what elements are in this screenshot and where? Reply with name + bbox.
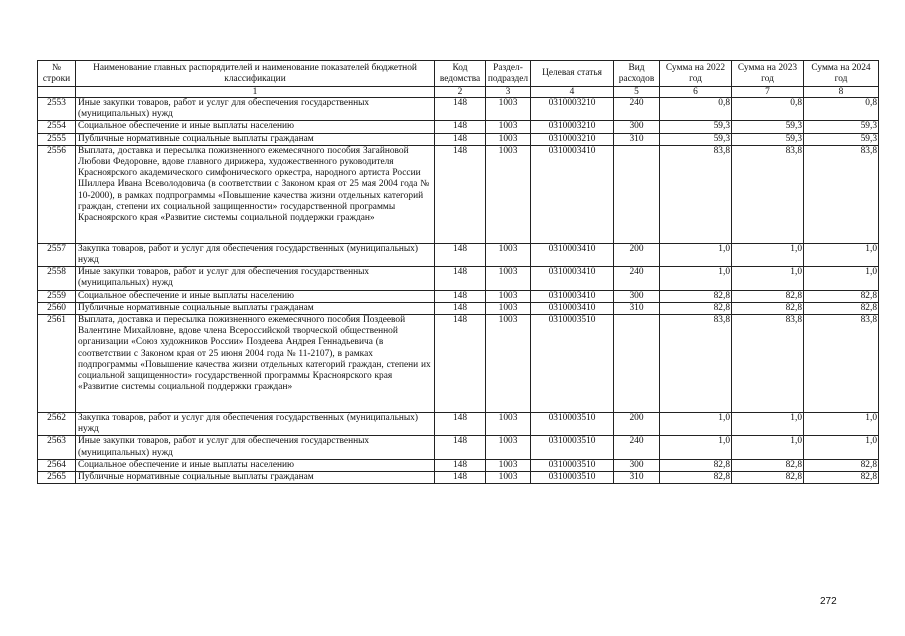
section-cell: 1003 xyxy=(486,98,531,121)
section-cell: 1003 xyxy=(486,145,531,243)
column-number: 2 xyxy=(435,87,486,98)
row-description: Закупка товаров, работ и услуг для обеспечения государственных (муниципальных) нужд xyxy=(76,243,435,266)
sum-2023-cell: 1,0 xyxy=(732,267,804,290)
column-number: 7 xyxy=(732,87,804,98)
expense-type-cell: 310 xyxy=(614,472,660,484)
expense-type-cell: 200 xyxy=(614,243,660,266)
dept-code-cell: 148 xyxy=(435,472,486,484)
row-description: Иные закупки товаров, работ и услуг для обеспечения государственных (муниципальных) нужд xyxy=(76,436,435,459)
row-number: 2555 xyxy=(38,133,76,145)
expense-type-cell: 240 xyxy=(614,436,660,459)
sum-2022-cell: 59,3 xyxy=(660,133,732,145)
row-number: 2554 xyxy=(38,121,76,133)
sum-2022-cell: 82,8 xyxy=(660,290,732,302)
header-target: Целевая статья xyxy=(531,61,614,87)
row-description: Закупка товаров, работ и услуг для обеспечения государственных (муниципальных) нужд xyxy=(76,413,435,436)
sum-2024-cell: 59,3 xyxy=(804,121,879,133)
sum-2022-cell: 1,0 xyxy=(660,243,732,266)
table-row xyxy=(38,315,879,413)
row-number: 2563 xyxy=(38,436,76,459)
sum-2023-cell: 59,3 xyxy=(732,133,804,145)
sum-2024-cell: 1,0 xyxy=(804,436,879,459)
row-description: Публичные нормативные социальные выплаты гражданам xyxy=(76,133,435,145)
section-cell: 1003 xyxy=(486,472,531,484)
sum-2024-cell: 82,8 xyxy=(804,459,879,471)
header-expense-type: Вид расходов xyxy=(614,61,660,87)
column-number: 5 xyxy=(614,87,660,98)
row-number: 2558 xyxy=(38,267,76,290)
sum-2023-cell: 82,8 xyxy=(732,290,804,302)
row-number: 2564 xyxy=(38,459,76,471)
sum-2024-cell: 1,0 xyxy=(804,243,879,266)
sum-2023-cell: 83,8 xyxy=(732,315,804,413)
target-cell: 0310003510 xyxy=(531,413,614,436)
table-row xyxy=(38,267,879,290)
sum-2024-cell: 1,0 xyxy=(804,267,879,290)
dept-code-cell: 148 xyxy=(435,302,486,314)
column-number-row xyxy=(38,87,879,98)
expense-type-cell xyxy=(614,315,660,413)
table-row xyxy=(38,290,879,302)
table-row xyxy=(38,436,879,459)
section-cell: 1003 xyxy=(486,459,531,471)
section-cell: 1003 xyxy=(486,133,531,145)
budget-table-sheet xyxy=(37,60,878,484)
sum-2022-cell: 82,8 xyxy=(660,472,732,484)
column-number xyxy=(38,87,76,98)
header-name: Наименование главных распорядителей и наименование показателей бюджетной классификации xyxy=(76,61,435,87)
dept-code-cell: 148 xyxy=(435,243,486,266)
expense-type-cell: 240 xyxy=(614,98,660,121)
target-cell: 0310003210 xyxy=(531,98,614,121)
dept-code-cell: 148 xyxy=(435,315,486,413)
sum-2024-cell: 82,8 xyxy=(804,302,879,314)
dept-code-cell: 148 xyxy=(435,413,486,436)
sum-2023-cell: 82,8 xyxy=(732,459,804,471)
sum-2023-cell: 1,0 xyxy=(732,413,804,436)
target-cell: 0310003410 xyxy=(531,290,614,302)
sum-2024-cell: 82,8 xyxy=(804,472,879,484)
row-description: Иные закупки товаров, работ и услуг для обеспечения государственных (муниципальных) нужд xyxy=(76,98,435,121)
sum-2022-cell: 1,0 xyxy=(660,267,732,290)
row-description: Выплата, доставка и пересылка пожизненного ежемесячного пособия Загайновой Любови Федоровне, вдове главного дирижера, художественного руководителя Красноярского академического симфонического оркестра, народного артиста России Шиллера Ивана Всеволодовича (в соответствии с Законом края от 25 мая 2004 года № 10-2000), в рамках подпрограммы «Повышение качества жизни отдельных категорий граждан, степени их социальной защищенности» государственной программы Красноярского края «Развитие системы социальной поддержки граждан» xyxy=(76,145,435,243)
header-sum-2023: Сумма на 2023 год xyxy=(732,61,804,87)
target-cell: 0310003210 xyxy=(531,133,614,145)
expense-type-cell: 310 xyxy=(614,302,660,314)
sum-2023-cell: 82,8 xyxy=(732,302,804,314)
section-cell: 1003 xyxy=(486,121,531,133)
sum-2024-cell: 83,8 xyxy=(804,315,879,413)
target-cell: 0310003510 xyxy=(531,315,614,413)
table-row xyxy=(38,133,879,145)
row-number: 2562 xyxy=(38,413,76,436)
sum-2023-cell: 82,8 xyxy=(732,472,804,484)
header-row xyxy=(38,61,879,87)
sum-2024-cell: 82,8 xyxy=(804,290,879,302)
row-number: 2559 xyxy=(38,290,76,302)
row-description: Социальное обеспечение и иные выплаты населению xyxy=(76,121,435,133)
sum-2022-cell: 59,3 xyxy=(660,121,732,133)
sum-2023-cell: 83,8 xyxy=(732,145,804,243)
table-row xyxy=(38,243,879,266)
sum-2022-cell: 1,0 xyxy=(660,413,732,436)
page-number: 272 xyxy=(820,596,837,607)
sum-2024-cell: 83,8 xyxy=(804,145,879,243)
target-cell: 0310003510 xyxy=(531,436,614,459)
sum-2023-cell: 1,0 xyxy=(732,436,804,459)
dept-code-cell: 148 xyxy=(435,145,486,243)
section-cell: 1003 xyxy=(486,290,531,302)
sum-2022-cell: 82,8 xyxy=(660,459,732,471)
table-row xyxy=(38,472,879,484)
target-cell: 0310003410 xyxy=(531,145,614,243)
column-number: 8 xyxy=(804,87,879,98)
target-cell: 0310003410 xyxy=(531,267,614,290)
section-cell: 1003 xyxy=(486,413,531,436)
sum-2022-cell: 1,0 xyxy=(660,436,732,459)
row-description: Публичные нормативные социальные выплаты гражданам xyxy=(76,302,435,314)
expense-type-cell: 300 xyxy=(614,290,660,302)
sum-2023-cell: 59,3 xyxy=(732,121,804,133)
budget-table xyxy=(37,60,879,484)
expense-type-cell: 200 xyxy=(614,413,660,436)
row-description: Социальное обеспечение и иные выплаты населению xyxy=(76,459,435,471)
target-cell: 0310003410 xyxy=(531,302,614,314)
row-number: 2560 xyxy=(38,302,76,314)
column-number: 3 xyxy=(486,87,531,98)
sum-2024-cell: 1,0 xyxy=(804,413,879,436)
header-dept-code: Код ведомства xyxy=(435,61,486,87)
header-sum-2024: Сумма на 2024 год xyxy=(804,61,879,87)
sum-2024-cell: 59,3 xyxy=(804,133,879,145)
row-number: 2561 xyxy=(38,315,76,413)
row-number: 2565 xyxy=(38,472,76,484)
target-cell: 0310003210 xyxy=(531,121,614,133)
table-row xyxy=(38,459,879,471)
header-sum-2022: Сумма на 2022 год xyxy=(660,61,732,87)
expense-type-cell xyxy=(614,145,660,243)
target-cell: 0310003510 xyxy=(531,472,614,484)
sum-2022-cell: 0,8 xyxy=(660,98,732,121)
dept-code-cell: 148 xyxy=(435,290,486,302)
sum-2022-cell: 82,8 xyxy=(660,302,732,314)
table-row xyxy=(38,145,879,243)
expense-type-cell: 240 xyxy=(614,267,660,290)
row-number: 2553 xyxy=(38,98,76,121)
header-section: Раздел-подраздел xyxy=(486,61,531,87)
header-row-no: № строки xyxy=(38,61,76,87)
row-description: Иные закупки товаров, работ и услуг для обеспечения государственных (муниципальных) нужд xyxy=(76,267,435,290)
dept-code-cell: 148 xyxy=(435,436,486,459)
column-number: 1 xyxy=(76,87,435,98)
sum-2023-cell: 1,0 xyxy=(732,243,804,266)
target-cell: 0310003410 xyxy=(531,243,614,266)
table-row xyxy=(38,121,879,133)
section-cell: 1003 xyxy=(486,436,531,459)
dept-code-cell: 148 xyxy=(435,121,486,133)
row-description: Публичные нормативные социальные выплаты гражданам xyxy=(76,472,435,484)
row-description: Социальное обеспечение и иные выплаты населению xyxy=(76,290,435,302)
target-cell: 0310003510 xyxy=(531,459,614,471)
expense-type-cell: 300 xyxy=(614,459,660,471)
section-cell: 1003 xyxy=(486,302,531,314)
dept-code-cell: 148 xyxy=(435,459,486,471)
row-number: 2557 xyxy=(38,243,76,266)
row-description: Выплата, доставка и пересылка пожизненного ежемесячного пособия Поздеевой Валентине Михайловне, вдове члена Всероссийской творческой общественной организации «Союз художников России» Поздеева Андрея Геннадьевича (в соответствии с Законом края от 25 июня 2004 года № 11-2107), в рамках подпрограммы «Повышение качества жизни отдельных категорий граждан, степени их социальной защищенности» государственной программы Красноярского края «Развитие системы социальной поддержки граждан» xyxy=(76,315,435,413)
dept-code-cell: 148 xyxy=(435,98,486,121)
sum-2022-cell: 83,8 xyxy=(660,315,732,413)
section-cell: 1003 xyxy=(486,267,531,290)
table-row xyxy=(38,302,879,314)
sum-2022-cell: 83,8 xyxy=(660,145,732,243)
dept-code-cell: 148 xyxy=(435,133,486,145)
column-number: 4 xyxy=(531,87,614,98)
expense-type-cell: 310 xyxy=(614,133,660,145)
column-number: 6 xyxy=(660,87,732,98)
table-row xyxy=(38,413,879,436)
table-row xyxy=(38,98,879,121)
sum-2024-cell: 0,8 xyxy=(804,98,879,121)
expense-type-cell: 300 xyxy=(614,121,660,133)
section-cell: 1003 xyxy=(486,315,531,413)
row-number: 2556 xyxy=(38,145,76,243)
sum-2023-cell: 0,8 xyxy=(732,98,804,121)
section-cell: 1003 xyxy=(486,243,531,266)
dept-code-cell: 148 xyxy=(435,267,486,290)
